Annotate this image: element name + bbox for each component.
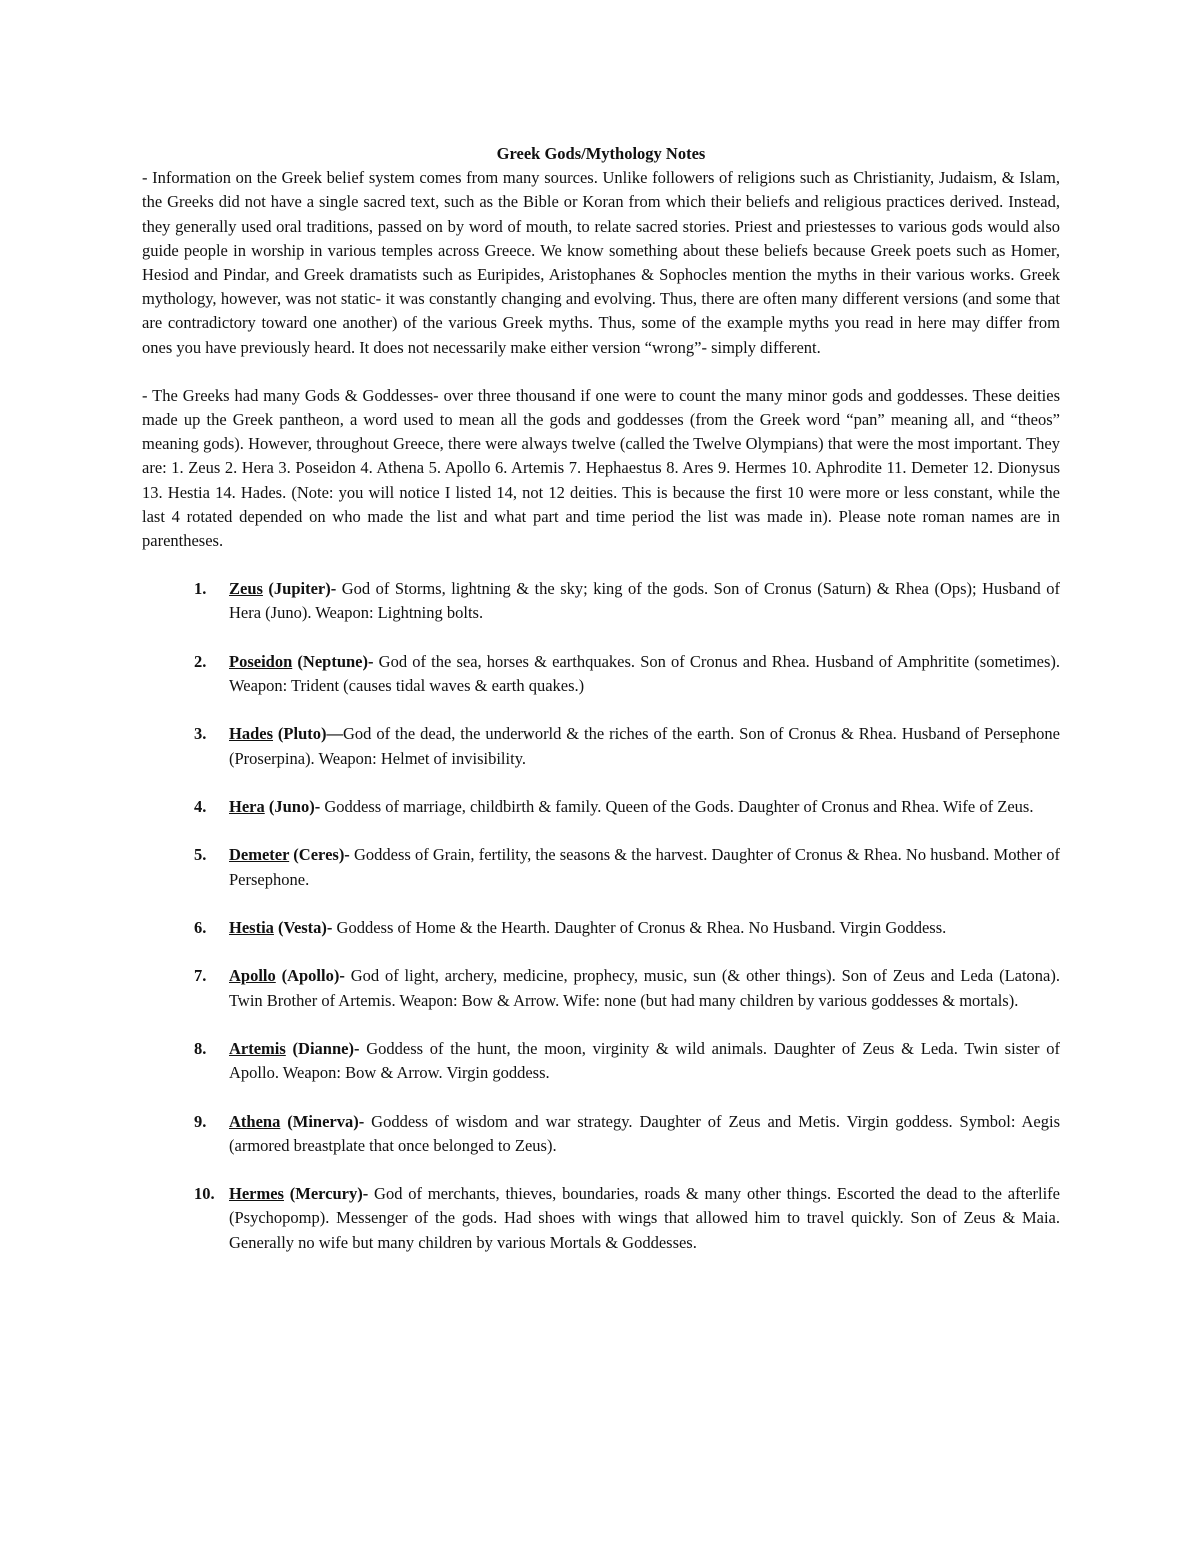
list-number: 8.: [194, 1039, 207, 1058]
god-description: God of light, archery, medicine, prophecy, music, sun (& other things). Son of Zeus and Leda (Latona). Twin Brother of Artemis. Weapon: Bow & Arrow. Wife: none (but had many children by various goddesses & mortals).: [229, 966, 1061, 1010]
list-number: 2.: [194, 651, 207, 671]
list-number: 5.: [194, 845, 207, 865]
god-name: Apollo: [229, 966, 276, 986]
god-name: Zeus: [229, 579, 263, 599]
list-item: [142, 650, 1060, 698]
god-description: Goddess of marriage, childbirth & family. Queen of the Gods. Daughter of Cronus and Rhea. Wife of Zeus.: [320, 797, 1034, 817]
god-description: God of Storms, lightning & the sky; king of the gods. Son of Cronus (Saturn) & Rhea (Ops); Husband of Hera (Juno). Weapon: Lightning bolts.: [229, 579, 1060, 623]
pantheon-paragraph: - The Greeks had many Gods & Goddesses- over three thousand if one were to count the many minor gods and goddesses. These deities made up the Greek pantheon, a word used to mean all the gods and goddesses (from the Greek word “pan” meaning all, and “theos” meaning gods). However, throughout Greece, there were always twelve (called the Twelve Olympians) that were the most important. They are: 1. Zeus 2. Hera 3. Poseidon 4. Athena 5. Apollo 6. Artemis 7. Hephaestus 8. Ares 9. Hermes 10. Aphrodite 11. Demeter 12. Dionysus 13. Hestia 14. Hades. (Note: you will notice I listed 14, not 12 deities. This is because the first 10 were more or less constant, while the last 4 rotated depended on who made the list and what part and time period the list was made in). Please note roman names are in parentheses.: [142, 385, 1060, 551]
god-description: Goddess of Grain, fertility, the seasons & the harvest. Daughter of Cronus & Rhea. No husband. Mother of Persephone.: [229, 845, 1060, 889]
god-description: Goddess of Home & the Hearth. Daughter of Cronus & Rhea. No Husband. Virgin Goddess.: [332, 918, 947, 938]
list-item: [142, 916, 1060, 940]
god-description: God of merchants, thieves, boundaries, roads & many other things. Escorted the dead to the afterlife (Psychopomp). Messenger of the gods. Had shoes with wings that allowed him to travel quickly. Son of Zeus & Maia. Generally no wife but many children by various Mortals & Goddesses.: [229, 1184, 1060, 1252]
list-item: [142, 1110, 1060, 1158]
list-number: 3.: [194, 724, 207, 744]
god-name: Demeter: [229, 845, 290, 865]
list-item: [142, 843, 1060, 891]
document-title: Greek Gods/Mythology Notes: [496, 144, 706, 163]
god-name: Hades: [229, 724, 274, 744]
roman-name: (Jupiter)-: [262, 579, 337, 599]
god-name: Hera: [229, 797, 265, 817]
roman-name: (Vesta)-: [273, 918, 333, 938]
list-item: [142, 577, 1060, 625]
list-number: 10.: [194, 1184, 215, 1204]
god-description: God of the dead, the underworld & the riches of the earth. Son of Cronus & Rhea. Husband of Persephone (Proserpina). Weapon: Helmet of invisibility.: [229, 724, 1061, 768]
list-item: [142, 1037, 1060, 1085]
list-item: [142, 1182, 1060, 1255]
god-name: Poseidon: [229, 651, 293, 671]
god-name: Athena: [229, 1111, 281, 1131]
roman-name: (Mercury)-: [283, 1184, 369, 1204]
list-number: 9.: [194, 1111, 207, 1131]
list-item: [142, 722, 1060, 770]
roman-name: (Neptune)-: [292, 651, 374, 671]
roman-name: (Pluto)—: [273, 724, 344, 744]
list-number: 1.: [194, 579, 207, 599]
roman-name: (Ceres)-: [289, 845, 350, 865]
roman-name: (Minerva)-: [280, 1111, 365, 1131]
god-name: Artemis: [229, 1039, 286, 1058]
god-name: Hestia: [229, 918, 274, 938]
intro-paragraph: - Information on the Greek belief system comes from many sources. Unlike followers of religions such as Christianity, Judaism, & Islam, the Greeks did not have a single sacred text, such as the Bible or Koran from which their beliefs and religious practices derived. Instead, they generally used oral traditions, passed on by word of mouth, to relate sacred stories. Priest and priestesses to various gods would also guide people in worship in various temples across Greece. We know something about these beliefs because Greek poets such as Homer, Hesiod and Pindar, and Greek dramatists such as Euripides, Aristophanes & Sophocles mention the myths in their various works. Greek mythology, however, was not static- it was constantly changing and evolving. Thus, there are often many different versions (and some that are contradictory toward one another) of the various Greek myths. Thus, some of the example myths you read in here may differ from ones you have previously heard. It does not necessarily make either version “wrong”- simply different.: [142, 168, 1060, 357]
god-description: Goddess of the hunt, the moon, virginity & wild animals. Daughter of Zeus & Leda. Twin sister of Apollo. Weapon: Bow & Arrow. Virgin goddess.: [229, 1039, 1060, 1083]
list-item: [142, 795, 1060, 819]
list-number: 7.: [194, 966, 207, 986]
god-description: God of the sea, horses & earthquakes. Son of Cronus and Rhea. Husband of Amphritite (sometimes). Weapon: Trident (causes tidal waves & earth quakes.): [229, 651, 1060, 696]
roman-name: (Apollo)-: [275, 966, 345, 986]
list-number: 6.: [194, 918, 207, 938]
roman-name: (Juno)-: [264, 797, 321, 817]
god-description: Goddess of wisdom and war strategy. Daughter of Zeus and Metis. Virgin goddess. Symbol: Aegis (armored breastplate that once belonged to Zeus).: [229, 1111, 1060, 1155]
list-item: [142, 964, 1060, 1012]
roman-name: (Dianne)-: [285, 1039, 360, 1058]
list-number: 4.: [194, 797, 207, 817]
gods-list: [142, 577, 1060, 1255]
god-name: Hermes: [229, 1184, 284, 1204]
